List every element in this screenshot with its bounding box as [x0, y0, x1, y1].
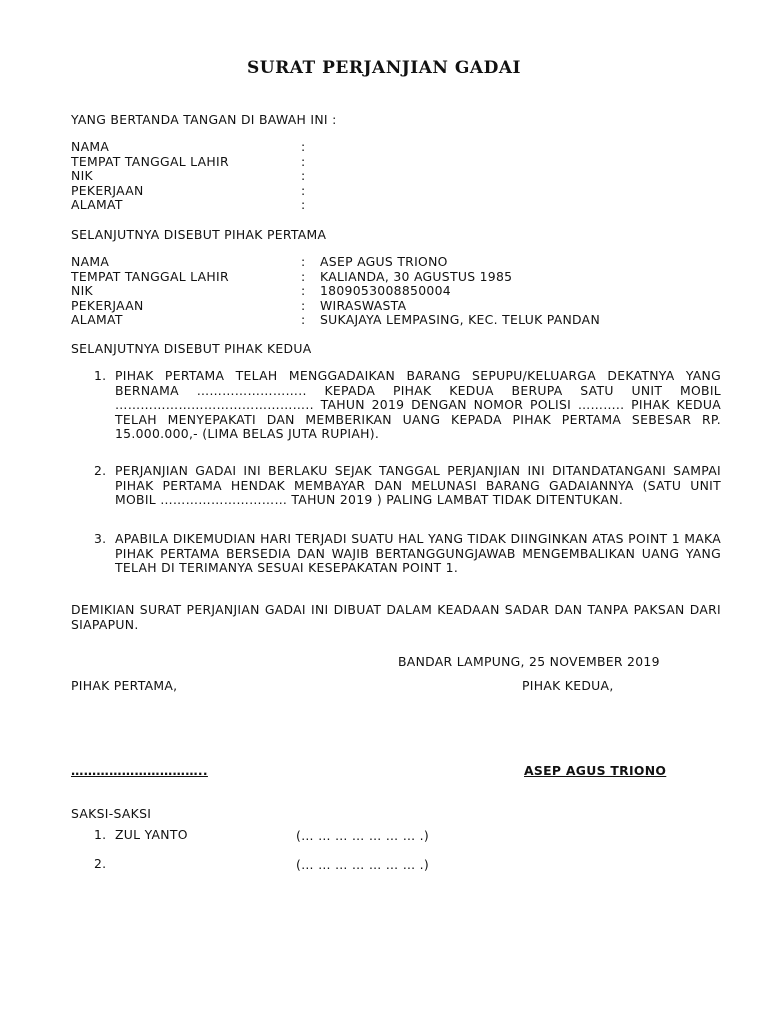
- field-colon: :: [301, 153, 306, 169]
- witness-signature: (… … … … … … … .): [296, 828, 430, 843]
- sign-left-label: PIHAK PERTAMA,: [71, 678, 178, 693]
- witness-signature: (… … … … … … … .): [296, 857, 430, 872]
- field-colon: :: [301, 139, 306, 154]
- field-label: PEKERJAAN: [71, 297, 144, 313]
- field-value: ASEP AGUS TRIONO: [320, 254, 448, 269]
- party2-caption: SELANJUTNYA DISEBUT PIHAK KEDUA: [71, 341, 312, 356]
- witness-title: SAKSI-SAKSI: [71, 806, 152, 821]
- witness-number: 2.: [94, 856, 107, 871]
- field-colon: :: [301, 254, 306, 269]
- field-label: NIK: [71, 283, 93, 299]
- field-colon: :: [301, 268, 306, 284]
- clause-text: APABILA DIKEMUDIAN HARI TERJADI SUATU HAL YANG TIDAK DIINGINKAN ATAS POINT 1 MAKA PIHAK PERTAMA BERSEDIA DAN WAJIB BERTANGGUNGJAWAB MENGEMBALIKAN UANG YANG TELAH DI TERIMANYA SESUAI KESEPAKATAN POINT 1.: [115, 531, 721, 576]
- clause-number: 1.: [94, 368, 107, 383]
- party1-caption: SELANJUTNYA DISEBUT PIHAK PERTAMA: [71, 227, 327, 242]
- closing-paragraph: DEMIKIAN SURAT PERJANJIAN GADAI INI DIBUAT DALAM KEADAAN SADAR DAN TANPA PAKSAN DARI SIAPAPUN.: [71, 602, 721, 632]
- field-colon: :: [301, 283, 306, 299]
- field-label: ALAMAT: [71, 197, 123, 213]
- field-label: NAMA: [71, 139, 110, 154]
- field-value: 1809053008850004: [320, 283, 451, 299]
- field-colon: :: [301, 297, 306, 313]
- intro-text: YANG BERTANDA TANGAN DI BAWAH INI :: [71, 112, 337, 127]
- place-date: BANDAR LAMPUNG, 25 NOVEMBER 2019: [398, 654, 660, 669]
- witness-name: ZUL YANTO: [115, 827, 188, 842]
- field-label: NIK: [71, 168, 93, 184]
- clause-number: 3.: [94, 531, 107, 546]
- field-label: TEMPAT TANGGAL LAHIR: [71, 268, 229, 284]
- field-label: PEKERJAAN: [71, 182, 144, 198]
- field-colon: :: [301, 197, 306, 213]
- field-colon: :: [301, 182, 306, 198]
- clause-text: PERJANJIAN GADAI INI BERLAKU SEJAK TANGGAL PERJANJIAN INI DITANDATANGANI SAMPAI PIHAK PERTAMA HENDAK MEMBAYAR DAN MELUNASI BARANG GADAIANNYA (SATU UNIT MOBIL ………………………… TAHUN 2019 ) PALING LAMBAT TIDAK DITENTUKAN.: [115, 463, 721, 508]
- sign-right-name: ASEP AGUS TRIONO: [524, 763, 667, 778]
- field-colon: :: [301, 312, 306, 328]
- witness-number: 1.: [94, 827, 107, 842]
- field-label: NAMA: [71, 254, 110, 269]
- field-value: WIRASWASTA: [320, 297, 407, 313]
- field-label: TEMPAT TANGGAL LAHIR: [71, 153, 229, 169]
- document-title: SURAT PERJANJIAN GADAI: [247, 58, 521, 78]
- clause-number: 2.: [94, 463, 107, 478]
- clause-text: PIHAK PERTAMA TELAH MENGGADAIKAN BARANG SEPUPU/KELUARGA DEKATNYA YANG BERNAMA …………………….. KEPADA PIHAK KEDUA BERUPA SATU UNIT MOBIL ……………………………………….. TAHUN 2019 DENGAN NOMOR POLISI ……….. PIHAK KEDUA TELAH MENYEPAKATI DAN MEMBERIKAN UANG KEPADA PIHAK PERTAMA SEBESAR RP. 15.000.000,- (LIMA BELAS JUTA RUPIAH).: [115, 368, 721, 442]
- field-label: ALAMAT: [71, 312, 123, 328]
- field-value: KALIANDA, 30 AGUSTUS 1985: [320, 268, 513, 284]
- field-value: SUKAJAYA LEMPASING, KEC. TELUK PANDAN: [320, 312, 601, 328]
- sign-left-name: …………………………..: [71, 763, 208, 778]
- sign-right-label: PIHAK KEDUA,: [522, 678, 614, 693]
- field-colon: :: [301, 168, 306, 184]
